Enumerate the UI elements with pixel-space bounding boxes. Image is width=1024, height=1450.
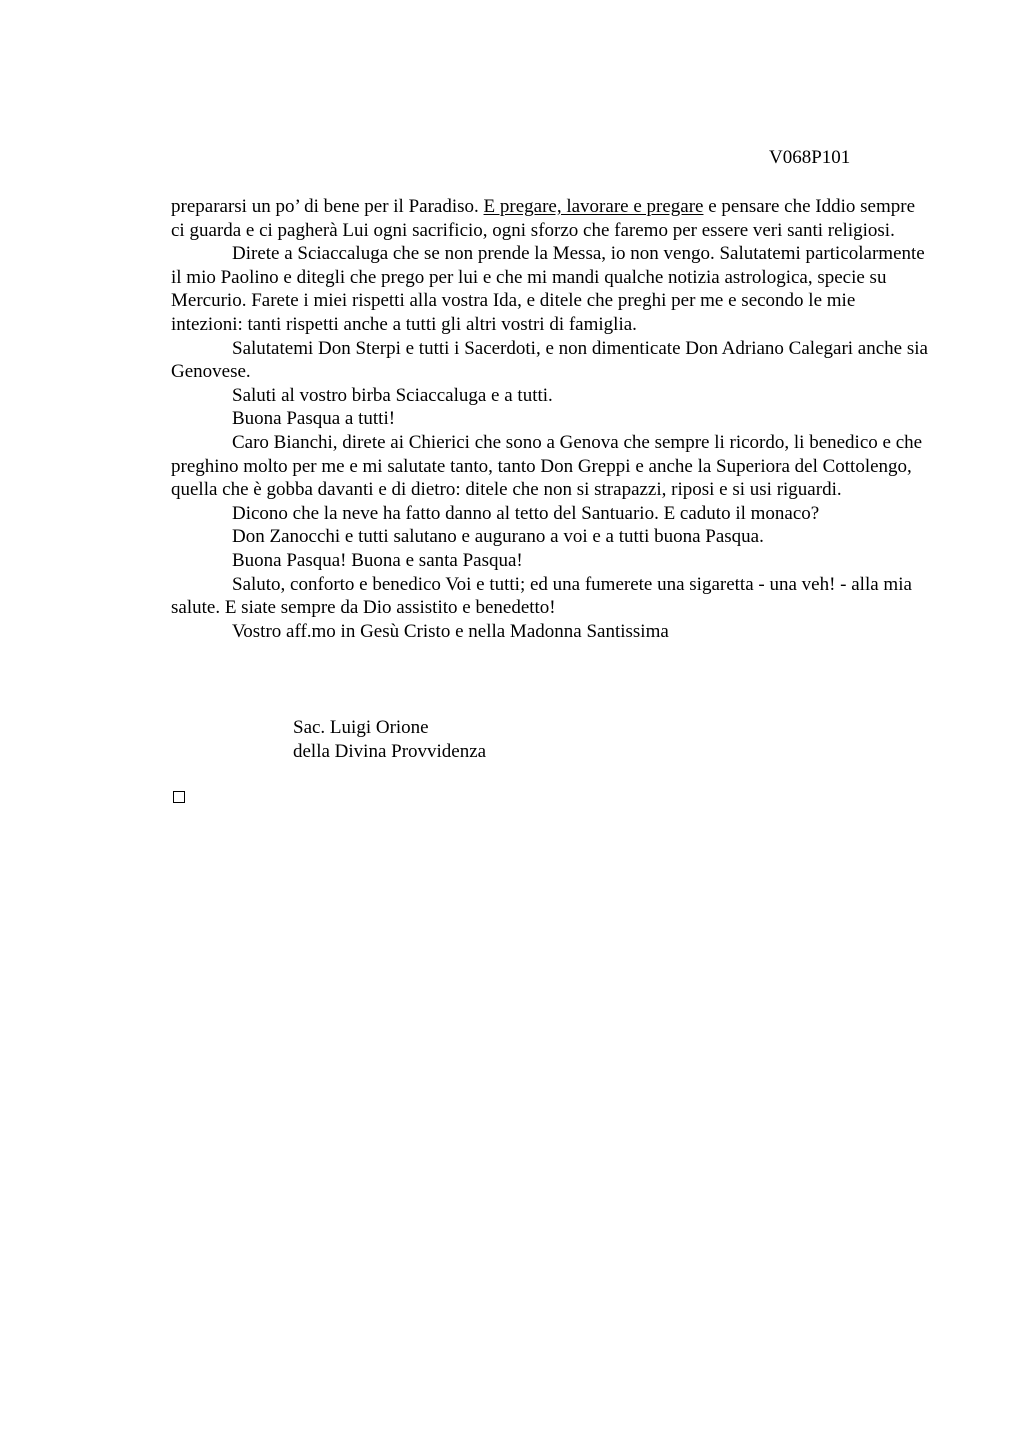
- page-reference: V068P101: [769, 147, 851, 168]
- letter-paragraph-4: Saluti al vostro birba Sciaccaluga e a tutti.: [232, 384, 553, 406]
- letter-paragraph-7: Dicono che la neve ha fatto danno al tetto del Santuario. E caduto il monaco?: [232, 502, 820, 524]
- letter-paragraph-8: Don Zanocchi e tutti salutano e augurano a voi e a tutti buona Pasqua.: [232, 526, 764, 548]
- letter-paragraph-5: Buona Pasqua a tutti!: [232, 408, 396, 430]
- letter-paragraph-3: Salutatemi Don Sterpi e tutti i Sacerdoti, e non dimenticate Don Adriano Calegari anche sia Genovese.: [171, 337, 928, 383]
- letter-paragraph-9: Buona Pasqua! Buona e santa Pasqua!: [232, 549, 523, 571]
- signature-name: Sac. Luigi Orione: [293, 717, 429, 738]
- paragraph-1-text-end: e pensare che Iddio sempre ci guarda e ci pagherà Lui ogni sacrificio, ogni sforzo che faremo per essere veri santi religiosi.: [171, 196, 916, 241]
- letter-paragraph-2: Direte a Sciaccaluga che se non prende la Messa, io non vengo. Salutatemi particolarmente il mio Paolino e ditegli che prego per lui e che mi mandi qualche notizia astrologica, specie su Mercurio. Farete i miei rispetti alla vostra Ida, e ditele che preghi per me e secondo le mie intezioni: tanti rispetti anche a tutti gli altri vostri di famiglia.: [171, 243, 925, 335]
- letter-paragraph-10: Saluto, conforto e benedico Voi e tutti; ed una fumerete una sigaretta - una veh! - alla mia salute. E siate sempre da Dio assistito e benedetto!: [171, 573, 912, 619]
- paragraph-1-text-start: prepararsi un po’ di bene per il Paradiso.: [171, 196, 484, 217]
- end-mark-square-icon: [173, 791, 185, 803]
- letter-body: [171, 195, 931, 643]
- letter-closing: Vostro aff.mo in Gesù Cristo e nella Madonna Santissima: [232, 620, 669, 642]
- underlined-phrase: E pregare, lavorare e pregare: [483, 196, 704, 217]
- signature-title: della Divina Provvidenza: [293, 741, 487, 762]
- signature-block: [293, 716, 486, 764]
- letter-paragraph-6: Caro Bianchi, direte ai Chierici che sono a Genova che sempre li ricordo, li benedico e che preghino molto per me e mi salutate tanto, tanto Don Greppi e anche la Superiora del Cottolengo, quella che è gobba davanti e di dietro: ditele che non si strapazzi, riposi e si usi riguardi.: [171, 431, 923, 501]
- letter-paragraph-1: [171, 195, 931, 242]
